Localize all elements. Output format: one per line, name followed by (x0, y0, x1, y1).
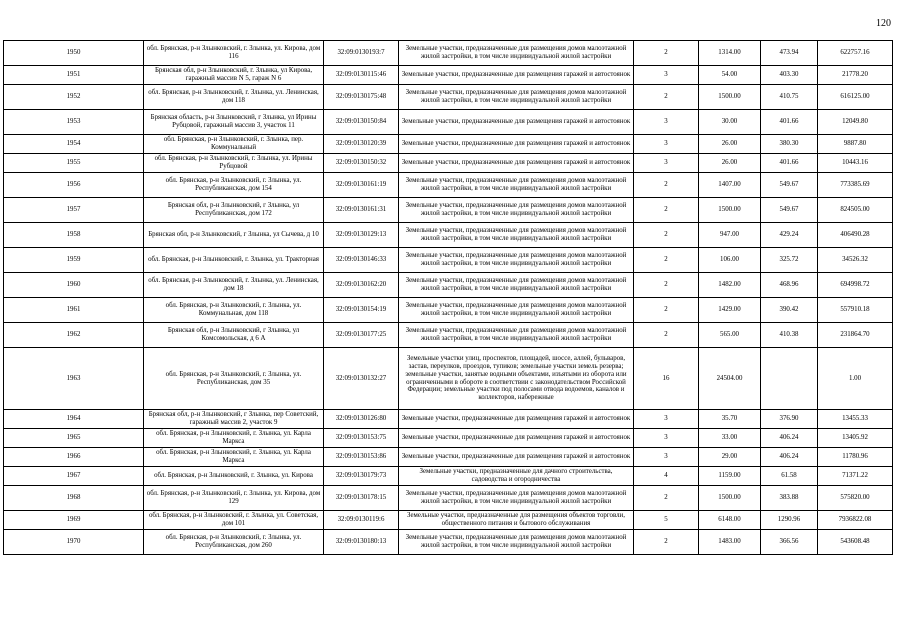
group-cell: 3 (634, 410, 699, 429)
cadastral-number-cell: 32:09:0130119:6 (324, 511, 399, 530)
group-cell: 16 (634, 348, 699, 410)
area-cell: 1482.00 (699, 273, 761, 298)
row-number: 1963 (4, 348, 144, 410)
table-row (4, 429, 893, 448)
area-cell: 1159.00 (699, 467, 761, 486)
address-cell: обл. Брянская, р-н Злынковский, г. Злынка, ул. Карла Маркса (144, 429, 324, 448)
cadastral-number-cell: 32:09:0130132:27 (324, 348, 399, 410)
specific-value-cell: 429.24 (761, 223, 818, 248)
land-use-cell: Земельные участки, предназначенные для размещения гаражей и автостоянок (399, 66, 634, 85)
land-use-cell: Земельные участки, предназначенные для размещения домов малоэтажной жилой застройки, в том числе индивидуальной жилой застройки (399, 198, 634, 223)
cadastral-value-cell: 824505.00 (818, 198, 893, 223)
cadastral-number-cell: 32:09:0130150:32 (324, 154, 399, 173)
area-cell: 1429.00 (699, 298, 761, 323)
area-cell: 1314.00 (699, 41, 761, 66)
address-cell: обл. Брянская, р-н Злынковский, г. Злынка, ул. Кирова (144, 467, 324, 486)
cadastral-number-cell: 32:09:0130153:75 (324, 429, 399, 448)
row-number: 1953 (4, 110, 144, 135)
row-number: 1962 (4, 323, 144, 348)
cadastral-value-cell: 557910.18 (818, 298, 893, 323)
cadastral-number-cell: 32:09:0130180:13 (324, 530, 399, 555)
address-cell: обл. Брянская, р-н Злынковский, г. Злынка, ул. Ленинская, дом 18 (144, 273, 324, 298)
cadastral-number-cell: 32:09:0130177:25 (324, 323, 399, 348)
area-cell: 29.00 (699, 448, 761, 467)
cadastral-value-cell: 694998.72 (818, 273, 893, 298)
row-number: 1964 (4, 410, 144, 429)
table-row (4, 154, 893, 173)
table-row (4, 198, 893, 223)
row-number: 1960 (4, 273, 144, 298)
land-use-cell: Земельные участки, предназначенные для размещения домов малоэтажной жилой застройки, в том числе индивидуальной жилой застройки (399, 85, 634, 110)
table-row (4, 110, 893, 135)
area-cell: 565.00 (699, 323, 761, 348)
specific-value-cell: 549.67 (761, 173, 818, 198)
address-cell: Брянская обл, р-н Злынковский, г Злынка, ул Республиканская, дом 172 (144, 198, 324, 223)
specific-value-cell: 410.75 (761, 85, 818, 110)
area-cell: 35.70 (699, 410, 761, 429)
cadastral-value-cell: 11780.96 (818, 448, 893, 467)
cadastral-number-cell: 32:09:0130178:15 (324, 486, 399, 511)
specific-value-cell: 406.24 (761, 448, 818, 467)
address-cell: обл. Брянская, р-н Злынковский, г. Злынка, ул. Кирова, дом 129 (144, 486, 324, 511)
cadastral-value-cell: 622757.16 (818, 41, 893, 66)
specific-value-cell: 401.66 (761, 110, 818, 135)
group-cell: 2 (634, 198, 699, 223)
address-cell: обл. Брянская, р-н Злынковский, г. Злынка, ул. Республиканская, дом 260 (144, 530, 324, 555)
table-row (4, 85, 893, 110)
row-number: 1956 (4, 173, 144, 198)
table-row (4, 467, 893, 486)
table-row (4, 248, 893, 273)
group-cell: 2 (634, 530, 699, 555)
row-number: 1968 (4, 486, 144, 511)
table-row (4, 348, 893, 410)
cadastral-number-cell: 32:09:0130162:20 (324, 273, 399, 298)
specific-value-cell: 383.88 (761, 486, 818, 511)
cadastral-value-cell: 1.00 (818, 348, 893, 410)
land-use-cell: Земельные участки улиц, проспектов, площадей, шоссе, аллей, бульваров, застав, переулков, проездов, тупиков; земельные участки земель резерва; земельные участки, занятые водными объектами, изъятыми из оборота или ограниченными в обороте в соответствии с законодательством Российской Федерации; земельные участки под полосами отвода водоемов, каналов и коллекторов, набережные (399, 348, 634, 410)
cadastral-number-cell: 32:09:0130120:39 (324, 135, 399, 154)
row-number: 1961 (4, 298, 144, 323)
table-row (4, 530, 893, 555)
table-row (4, 448, 893, 467)
row-number: 1951 (4, 66, 144, 85)
area-cell: 1407.00 (699, 173, 761, 198)
specific-value-cell: 473.94 (761, 41, 818, 66)
cadastral-number-cell: 32:09:0130126:80 (324, 410, 399, 429)
cadastral-value-cell: 13455.33 (818, 410, 893, 429)
land-use-cell: Земельные участки, предназначенные для размещения домов малоэтажной жилой застройки, в том числе индивидуальной жилой застройки (399, 486, 634, 511)
cadastral-value-cell: 10443.16 (818, 154, 893, 173)
group-cell: 3 (634, 135, 699, 154)
cadastral-number-cell: 32:09:0130150:84 (324, 110, 399, 135)
table-row (4, 135, 893, 154)
cadastral-number-cell: 32:09:0130115:46 (324, 66, 399, 85)
group-cell: 3 (634, 66, 699, 85)
cadastral-number-cell: 32:09:0130154:19 (324, 298, 399, 323)
cadastral-number-cell: 32:09:0130129:13 (324, 223, 399, 248)
cadastral-value-cell: 34526.32 (818, 248, 893, 273)
land-use-cell: Земельные участки, предназначенные для размещения гаражей и автостоянок (399, 154, 634, 173)
cadastral-value-cell: 616125.00 (818, 85, 893, 110)
specific-value-cell: 549.67 (761, 198, 818, 223)
area-cell: 24504.00 (699, 348, 761, 410)
address-cell: Брянская обл, р-н Злынковский, г. Злынка, ул Кирова, гаражный массив N 5, гараж N 6 (144, 66, 324, 85)
land-use-cell: Земельные участки, предназначенные для дачного строительства, садоводства и огородничества (399, 467, 634, 486)
land-use-cell: Земельные участки, предназначенные для размещения домов малоэтажной жилой застройки, в том числе индивидуальной жилой застройки (399, 223, 634, 248)
address-cell: Брянская область, р-н Злынковский, г Злынка, ул Ирины Рубцовой, гаражный массив 3, участок 11 (144, 110, 324, 135)
table-row (4, 66, 893, 85)
specific-value-cell: 390.42 (761, 298, 818, 323)
address-cell: обл. Брянская, р-н Злынковский, г. Злынка, ул. Республиканская, дом 35 (144, 348, 324, 410)
cadastral-number-cell: 32:09:0130175:48 (324, 85, 399, 110)
group-cell: 2 (634, 486, 699, 511)
row-number: 1954 (4, 135, 144, 154)
specific-value-cell: 401.66 (761, 154, 818, 173)
cadastral-value-cell: 13405.92 (818, 429, 893, 448)
group-cell: 2 (634, 41, 699, 66)
group-cell: 3 (634, 429, 699, 448)
land-use-cell: Земельные участки, предназначенные для размещения домов малоэтажной жилой застройки, в том числе индивидуальной жилой застройки (399, 173, 634, 198)
address-cell: Брянская обл, р-н Злынковский, г Злынка, ул Сычева, д 10 (144, 223, 324, 248)
row-number: 1966 (4, 448, 144, 467)
specific-value-cell: 61.58 (761, 467, 818, 486)
row-number: 1952 (4, 85, 144, 110)
cadastral-value-cell: 21778.20 (818, 66, 893, 85)
table-row (4, 273, 893, 298)
group-cell: 3 (634, 154, 699, 173)
table-row (4, 323, 893, 348)
table-row (4, 223, 893, 248)
specific-value-cell: 410.38 (761, 323, 818, 348)
land-use-cell: Земельные участки, предназначенные для размещения гаражей и автостоянок (399, 135, 634, 154)
area-cell: 33.00 (699, 429, 761, 448)
area-cell: 1500.00 (699, 85, 761, 110)
row-number: 1959 (4, 248, 144, 273)
cadastral-value-table (3, 40, 893, 555)
address-cell: обл. Брянская, р-н Злынковский, г. Злынка, пер. Коммунальный (144, 135, 324, 154)
table-row (4, 511, 893, 530)
address-cell: обл. Брянская, р-н Злынковский, г. Злынка, ул. Кирова, дом 116 (144, 41, 324, 66)
group-cell: 2 (634, 248, 699, 273)
specific-value-cell: 380.30 (761, 135, 818, 154)
group-cell: 2 (634, 173, 699, 198)
row-number: 1955 (4, 154, 144, 173)
address-cell: Брянская обл, р-н Злынковский, г Злынка, пер Советский, гаражный массив 2, участок 9 (144, 410, 324, 429)
land-use-cell: Земельные участки, предназначенные для размещения гаражей и автостоянок (399, 110, 634, 135)
cadastral-value-cell: 12049.80 (818, 110, 893, 135)
land-use-cell: Земельные участки, предназначенные для размещения домов малоэтажной жилой застройки, в том числе индивидуальной жилой застройки (399, 298, 634, 323)
table-row (4, 486, 893, 511)
address-cell: обл. Брянская, р-н Злынковский, г. Злынка, ул. Советская, дом 101 (144, 511, 324, 530)
land-use-cell: Земельные участки, предназначенные для размещения гаражей и автостоянок (399, 429, 634, 448)
group-cell: 4 (634, 467, 699, 486)
table-row (4, 410, 893, 429)
group-cell: 3 (634, 448, 699, 467)
specific-value-cell: 468.96 (761, 273, 818, 298)
specific-value-cell: 406.24 (761, 429, 818, 448)
land-use-cell: Земельные участки, предназначенные для размещения домов малоэтажной жилой застройки, в том числе индивидуальной жилой застройки (399, 41, 634, 66)
specific-value-cell: 403.30 (761, 66, 818, 85)
cadastral-value-cell: 231864.70 (818, 323, 893, 348)
row-number: 1950 (4, 41, 144, 66)
area-cell: 54.00 (699, 66, 761, 85)
group-cell: 2 (634, 223, 699, 248)
row-number: 1958 (4, 223, 144, 248)
row-number: 1969 (4, 511, 144, 530)
address-cell: обл. Брянская, р-н Злынковский, г. Злынка, ул. Коммунальная, дом 118 (144, 298, 324, 323)
cadastral-value-cell: 406490.28 (818, 223, 893, 248)
table-row (4, 298, 893, 323)
land-use-cell: Земельные участки, предназначенные для размещения домов малоэтажной жилой застройки, в том числе индивидуальной жилой застройки (399, 323, 634, 348)
page-number: 120 (876, 18, 891, 29)
row-number: 1970 (4, 530, 144, 555)
row-number: 1967 (4, 467, 144, 486)
land-use-cell: Земельные участки, предназначенные для размещения гаражей и автостоянок (399, 448, 634, 467)
cadastral-number-cell: 32:09:0130179:73 (324, 467, 399, 486)
specific-value-cell: 1290.96 (761, 511, 818, 530)
group-cell: 2 (634, 298, 699, 323)
land-use-cell: Земельные участки, предназначенные для размещения домов малоэтажной жилой застройки, в том числе индивидуальной жилой застройки (399, 273, 634, 298)
cadastral-value-cell: 543608.48 (818, 530, 893, 555)
specific-value-cell: 366.56 (761, 530, 818, 555)
group-cell: 2 (634, 323, 699, 348)
address-cell: обл. Брянская, р-н Злынковский, г. Злынка, ул. Тракторная (144, 248, 324, 273)
cadastral-value-cell: 7936822.08 (818, 511, 893, 530)
land-use-cell: Земельные участки, предназначенные для размещения гаражей и автостоянок (399, 410, 634, 429)
cadastral-value-cell: 575820.00 (818, 486, 893, 511)
specific-value-cell: 376.90 (761, 410, 818, 429)
group-cell: 2 (634, 273, 699, 298)
cadastral-number-cell: 32:09:0130146:33 (324, 248, 399, 273)
cadastral-number-cell: 32:09:0130193:7 (324, 41, 399, 66)
table-row (4, 173, 893, 198)
address-cell: обл. Брянская, р-н Злынковский, г. Злынка, ул. Ленинская, дом 118 (144, 85, 324, 110)
area-cell: 1500.00 (699, 486, 761, 511)
row-number: 1965 (4, 429, 144, 448)
specific-value-cell (761, 348, 818, 410)
address-cell: обл. Брянская, р-н Злынковский, г. Злынка, ул. Карла Маркса (144, 448, 324, 467)
cadastral-value-cell: 773385.69 (818, 173, 893, 198)
table-row (4, 41, 893, 66)
group-cell: 2 (634, 85, 699, 110)
area-cell: 106.00 (699, 248, 761, 273)
area-cell: 26.00 (699, 135, 761, 154)
cadastral-number-cell: 32:09:0130161:19 (324, 173, 399, 198)
land-use-cell: Земельные участки, предназначенные для размещения домов малоэтажной жилой застройки, в том числе индивидуальной жилой застройки (399, 248, 634, 273)
cadastral-number-cell: 32:09:0130161:31 (324, 198, 399, 223)
area-cell: 1500.00 (699, 198, 761, 223)
address-cell: обл. Брянская, р-н Злынковский, г. Злынка, ул. Республиканская, дом 154 (144, 173, 324, 198)
area-cell: 1483.00 (699, 530, 761, 555)
land-use-cell: Земельные участки, предназначенные для размещения домов малоэтажной жилой застройки, в том числе индивидуальной жилой застройки (399, 530, 634, 555)
address-cell: обл. Брянская, р-н Злынковский, г. Злынка, ул. Ирины Рубцовой (144, 154, 324, 173)
area-cell: 947.00 (699, 223, 761, 248)
land-use-cell: Земельные участки, предназначенные для размещения объектов торговли, общественного питания и бытового обслуживания (399, 511, 634, 530)
cadastral-number-cell: 32:09:0130153:86 (324, 448, 399, 467)
row-number: 1957 (4, 198, 144, 223)
group-cell: 3 (634, 110, 699, 135)
specific-value-cell: 325.72 (761, 248, 818, 273)
cadastral-value-cell: 71371.22 (818, 467, 893, 486)
area-cell: 30.00 (699, 110, 761, 135)
group-cell: 5 (634, 511, 699, 530)
cadastral-value-cell: 9887.80 (818, 135, 893, 154)
area-cell: 26.00 (699, 154, 761, 173)
area-cell: 6148.00 (699, 511, 761, 530)
address-cell: Брянская обл, р-н Злынковский, г Злынка, ул Комсомольская, д 6 А (144, 323, 324, 348)
